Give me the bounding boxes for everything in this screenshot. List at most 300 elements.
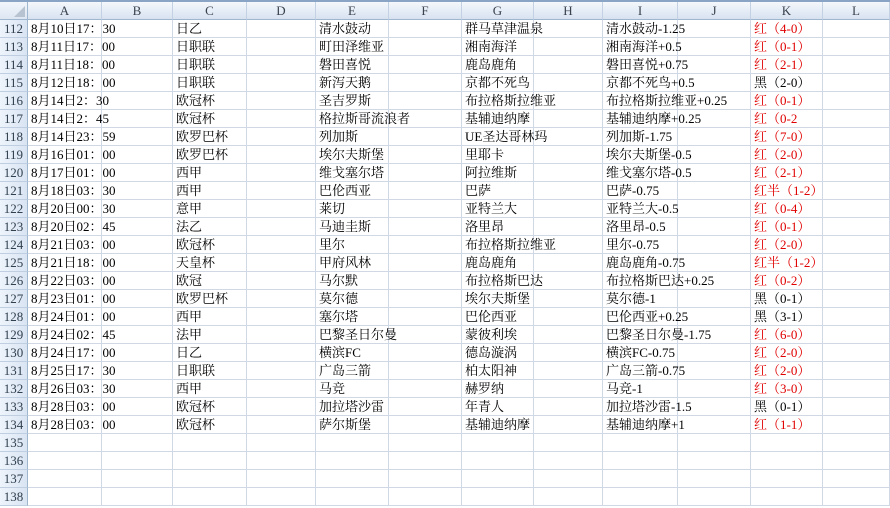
cell-E125[interactable] <box>316 254 389 272</box>
cell-C123[interactable] <box>173 218 247 236</box>
cell-E116[interactable] <box>316 92 389 110</box>
cell-I121[interactable] <box>603 182 678 200</box>
cell-E117[interactable] <box>316 110 411 128</box>
cell-C135[interactable] <box>173 434 247 452</box>
cell-F131[interactable] <box>389 362 462 380</box>
cell-L113[interactable] <box>823 38 890 56</box>
cell-A137[interactable] <box>28 470 102 488</box>
cell-F132[interactable] <box>389 380 462 398</box>
cell-H122[interactable] <box>534 200 603 218</box>
row-header-118[interactable]: 118 <box>0 128 28 146</box>
cell-A125[interactable] <box>28 254 116 272</box>
cell-J118[interactable] <box>678 128 751 146</box>
column-header-F[interactable]: F <box>389 2 462 20</box>
row-header-112[interactable]: 112 <box>0 20 28 38</box>
cell-L137[interactable] <box>823 470 890 488</box>
cell-G130[interactable] <box>462 344 534 362</box>
cell-L120[interactable] <box>823 164 890 182</box>
cell-A117[interactable] <box>28 110 110 128</box>
cell-F120[interactable] <box>389 164 462 182</box>
cell-A126[interactable] <box>28 272 116 290</box>
cell-C117[interactable] <box>173 110 247 128</box>
cell-K129[interactable] <box>751 326 823 344</box>
cell-L122[interactable] <box>823 200 890 218</box>
cell-E136[interactable] <box>316 452 389 470</box>
cell-L131[interactable] <box>823 362 890 380</box>
column-header-D[interactable]: D <box>247 2 316 20</box>
cell-B136[interactable] <box>102 452 173 470</box>
cell-K113[interactable] <box>751 38 823 56</box>
cell-A121[interactable] <box>28 182 116 200</box>
cell-D128[interactable] <box>247 308 316 326</box>
cell-D130[interactable] <box>247 344 316 362</box>
cell-A123[interactable] <box>28 218 116 236</box>
cell-A131[interactable] <box>28 362 116 380</box>
cell-H120[interactable] <box>534 164 603 182</box>
cell-L128[interactable] <box>823 308 890 326</box>
cell-C128[interactable] <box>173 308 247 326</box>
cell-F124[interactable] <box>389 236 462 254</box>
cell-C121[interactable] <box>173 182 247 200</box>
cell-K125[interactable] <box>751 254 823 272</box>
cell-A133[interactable] <box>28 398 116 416</box>
cell-I119[interactable] <box>603 146 692 164</box>
cell-F128[interactable] <box>389 308 462 326</box>
cell-C116[interactable] <box>173 92 247 110</box>
cell-G125[interactable] <box>462 254 534 272</box>
cell-G128[interactable] <box>462 308 534 326</box>
cell-E118[interactable] <box>316 128 389 146</box>
cell-F133[interactable] <box>389 398 462 416</box>
row-header-122[interactable]: 122 <box>0 200 28 218</box>
cell-G135[interactable] <box>462 434 534 452</box>
column-header-H[interactable]: H <box>534 2 603 20</box>
cell-L117[interactable] <box>823 110 890 128</box>
row-header-117[interactable]: 117 <box>0 110 28 128</box>
cell-H123[interactable] <box>534 218 603 236</box>
cell-L135[interactable] <box>823 434 890 452</box>
row-header-132[interactable]: 132 <box>0 380 28 398</box>
cell-E114[interactable] <box>316 56 389 74</box>
cell-I133[interactable] <box>603 398 692 416</box>
cell-D115[interactable] <box>247 74 316 92</box>
cell-F118[interactable] <box>389 128 462 146</box>
cell-A124[interactable] <box>28 236 116 254</box>
cell-E119[interactable] <box>316 146 389 164</box>
cell-F122[interactable] <box>389 200 462 218</box>
cell-D114[interactable] <box>247 56 316 74</box>
cell-H126[interactable] <box>534 272 603 290</box>
cell-L116[interactable] <box>823 92 890 110</box>
cell-G115[interactable] <box>462 74 534 92</box>
cell-K134[interactable] <box>751 416 823 434</box>
cell-K130[interactable] <box>751 344 823 362</box>
cell-H115[interactable] <box>534 74 603 92</box>
cell-I126[interactable] <box>603 272 715 290</box>
row-header-120[interactable]: 120 <box>0 164 28 182</box>
cell-G134[interactable] <box>462 416 534 434</box>
cell-K122[interactable] <box>751 200 823 218</box>
cell-K138[interactable] <box>751 488 823 506</box>
cell-J125[interactable] <box>678 254 751 272</box>
cell-H136[interactable] <box>534 452 603 470</box>
cell-J136[interactable] <box>678 452 751 470</box>
cell-L115[interactable] <box>823 74 890 92</box>
cell-D121[interactable] <box>247 182 316 200</box>
cell-D133[interactable] <box>247 398 316 416</box>
cell-K120[interactable] <box>751 164 823 182</box>
cell-L130[interactable] <box>823 344 890 362</box>
cell-J131[interactable] <box>678 362 751 380</box>
column-header-L[interactable]: L <box>823 2 890 20</box>
cell-A119[interactable] <box>28 146 116 164</box>
row-header-113[interactable]: 113 <box>0 38 28 56</box>
cell-D119[interactable] <box>247 146 316 164</box>
cell-E129[interactable] <box>316 326 398 344</box>
row-header-119[interactable]: 119 <box>0 146 28 164</box>
cell-D136[interactable] <box>247 452 316 470</box>
cell-F123[interactable] <box>389 218 462 236</box>
cell-B117[interactable] <box>102 110 173 128</box>
cell-C136[interactable] <box>173 452 247 470</box>
cell-E133[interactable] <box>316 398 389 416</box>
row-header-126[interactable]: 126 <box>0 272 28 290</box>
column-header-B[interactable]: B <box>102 2 173 20</box>
row-header-134[interactable]: 134 <box>0 416 28 434</box>
cell-G124[interactable] <box>462 236 557 254</box>
cell-C114[interactable] <box>173 56 247 74</box>
cell-C127[interactable] <box>173 290 247 308</box>
row-header-135[interactable]: 135 <box>0 434 28 452</box>
cell-L123[interactable] <box>823 218 890 236</box>
cell-I132[interactable] <box>603 380 678 398</box>
cell-J123[interactable] <box>678 218 751 236</box>
cell-L136[interactable] <box>823 452 890 470</box>
cell-K127[interactable] <box>751 290 823 308</box>
cell-J128[interactable] <box>678 308 751 326</box>
cell-E135[interactable] <box>316 434 389 452</box>
cell-I135[interactable] <box>603 434 678 452</box>
cell-G116[interactable] <box>462 92 557 110</box>
cell-K121[interactable] <box>751 182 823 200</box>
cell-I127[interactable] <box>603 290 678 308</box>
cell-K128[interactable] <box>751 308 823 326</box>
cell-E123[interactable] <box>316 218 389 236</box>
cell-K135[interactable] <box>751 434 823 452</box>
cell-F135[interactable] <box>389 434 462 452</box>
cell-G122[interactable] <box>462 200 534 218</box>
cell-C122[interactable] <box>173 200 247 218</box>
row-header-124[interactable]: 124 <box>0 236 28 254</box>
cell-I118[interactable] <box>603 128 678 146</box>
cell-F125[interactable] <box>389 254 462 272</box>
cell-I114[interactable] <box>603 56 689 74</box>
cell-A128[interactable] <box>28 308 116 326</box>
cell-C126[interactable] <box>173 272 247 290</box>
row-header-130[interactable]: 130 <box>0 344 28 362</box>
cell-D135[interactable] <box>247 434 316 452</box>
cell-A115[interactable] <box>28 74 116 92</box>
cell-I117[interactable] <box>603 110 702 128</box>
cell-I125[interactable] <box>603 254 686 272</box>
cell-I128[interactable] <box>603 308 689 326</box>
cell-E137[interactable] <box>316 470 389 488</box>
column-header-C[interactable]: C <box>173 2 247 20</box>
cell-K114[interactable] <box>751 56 823 74</box>
cell-L118[interactable] <box>823 128 890 146</box>
cell-B138[interactable] <box>102 488 173 506</box>
cell-I115[interactable] <box>603 74 695 92</box>
cell-F114[interactable] <box>389 56 462 74</box>
cell-A114[interactable] <box>28 56 116 74</box>
cell-A130[interactable] <box>28 344 116 362</box>
cell-G112[interactable] <box>462 20 544 38</box>
cell-D118[interactable] <box>247 128 316 146</box>
cell-D125[interactable] <box>247 254 316 272</box>
cell-D134[interactable] <box>247 416 316 434</box>
cell-G123[interactable] <box>462 218 534 236</box>
row-header-115[interactable]: 115 <box>0 74 28 92</box>
row-header-114[interactable]: 114 <box>0 56 28 74</box>
row-header-137[interactable]: 137 <box>0 470 28 488</box>
cell-G127[interactable] <box>462 290 534 308</box>
row-header-129[interactable]: 129 <box>0 326 28 344</box>
cell-K126[interactable] <box>751 272 823 290</box>
cell-G113[interactable] <box>462 38 534 56</box>
cell-L127[interactable] <box>823 290 890 308</box>
cell-J135[interactable] <box>678 434 751 452</box>
cell-E127[interactable] <box>316 290 389 308</box>
cell-C129[interactable] <box>173 326 247 344</box>
cell-C134[interactable] <box>173 416 247 434</box>
cell-C130[interactable] <box>173 344 247 362</box>
cell-J121[interactable] <box>678 182 751 200</box>
cell-C113[interactable] <box>173 38 247 56</box>
cell-E132[interactable] <box>316 380 389 398</box>
cell-E134[interactable] <box>316 416 389 434</box>
cell-D137[interactable] <box>247 470 316 488</box>
cell-C125[interactable] <box>173 254 247 272</box>
cell-K119[interactable] <box>751 146 823 164</box>
cell-F119[interactable] <box>389 146 462 164</box>
row-header-125[interactable]: 125 <box>0 254 28 272</box>
cell-J112[interactable] <box>678 20 751 38</box>
cell-A136[interactable] <box>28 452 102 470</box>
cell-D129[interactable] <box>247 326 316 344</box>
cell-F116[interactable] <box>389 92 462 110</box>
cell-L121[interactable] <box>823 182 890 200</box>
cell-D122[interactable] <box>247 200 316 218</box>
cell-F115[interactable] <box>389 74 462 92</box>
cell-G131[interactable] <box>462 362 534 380</box>
cell-D113[interactable] <box>247 38 316 56</box>
cell-H138[interactable] <box>534 488 603 506</box>
row-header-127[interactable]: 127 <box>0 290 28 308</box>
cell-G119[interactable] <box>462 146 534 164</box>
cell-E113[interactable] <box>316 38 389 56</box>
cell-G118[interactable] <box>462 128 548 146</box>
cell-L112[interactable] <box>823 20 890 38</box>
cell-L138[interactable] <box>823 488 890 506</box>
cell-A134[interactable] <box>28 416 116 434</box>
cell-G137[interactable] <box>462 470 534 488</box>
row-header-123[interactable]: 123 <box>0 218 28 236</box>
cell-E124[interactable] <box>316 236 389 254</box>
cell-F126[interactable] <box>389 272 462 290</box>
cell-E121[interactable] <box>316 182 389 200</box>
cell-H135[interactable] <box>534 434 603 452</box>
cell-H114[interactable] <box>534 56 603 74</box>
cell-F138[interactable] <box>389 488 462 506</box>
cell-E128[interactable] <box>316 308 389 326</box>
cell-I129[interactable] <box>603 326 712 344</box>
cell-H117[interactable] <box>534 110 603 128</box>
column-header-G[interactable]: G <box>462 2 534 20</box>
cell-C118[interactable] <box>173 128 247 146</box>
cell-D124[interactable] <box>247 236 316 254</box>
cell-I124[interactable] <box>603 236 678 254</box>
cell-K123[interactable] <box>751 218 823 236</box>
cell-D120[interactable] <box>247 164 316 182</box>
cell-G129[interactable] <box>462 326 534 344</box>
cell-D123[interactable] <box>247 218 316 236</box>
cell-H137[interactable] <box>534 470 603 488</box>
cell-A116[interactable] <box>28 92 110 110</box>
cell-H121[interactable] <box>534 182 603 200</box>
cell-K117[interactable] <box>751 110 823 128</box>
cell-L126[interactable] <box>823 272 890 290</box>
cell-G120[interactable] <box>462 164 534 182</box>
cell-I123[interactable] <box>603 218 678 236</box>
cell-J127[interactable] <box>678 290 751 308</box>
cell-I112[interactable] <box>603 20 686 38</box>
cell-J130[interactable] <box>678 344 751 362</box>
cell-D131[interactable] <box>247 362 316 380</box>
cell-D126[interactable] <box>247 272 316 290</box>
cell-C133[interactable] <box>173 398 247 416</box>
cell-L119[interactable] <box>823 146 890 164</box>
cell-J124[interactable] <box>678 236 751 254</box>
cell-C112[interactable] <box>173 20 247 38</box>
cell-K115[interactable] <box>751 74 823 92</box>
cell-J132[interactable] <box>678 380 751 398</box>
cell-J137[interactable] <box>678 470 751 488</box>
cell-G138[interactable] <box>462 488 534 506</box>
cell-D132[interactable] <box>247 380 316 398</box>
cell-K136[interactable] <box>751 452 823 470</box>
cell-I113[interactable] <box>603 38 682 56</box>
cell-J134[interactable] <box>678 416 751 434</box>
column-header-I[interactable]: I <box>603 2 678 20</box>
cell-C138[interactable] <box>173 488 247 506</box>
column-header-E[interactable]: E <box>316 2 389 20</box>
row-header-136[interactable]: 136 <box>0 452 28 470</box>
cell-K124[interactable] <box>751 236 823 254</box>
cell-E115[interactable] <box>316 74 389 92</box>
row-header-133[interactable]: 133 <box>0 398 28 416</box>
cell-G136[interactable] <box>462 452 534 470</box>
cell-K118[interactable] <box>751 128 823 146</box>
cell-H128[interactable] <box>534 308 603 326</box>
cell-J138[interactable] <box>678 488 751 506</box>
cell-E131[interactable] <box>316 362 389 380</box>
cell-I136[interactable] <box>603 452 678 470</box>
cell-I120[interactable] <box>603 164 692 182</box>
cell-H132[interactable] <box>534 380 603 398</box>
cell-H129[interactable] <box>534 326 603 344</box>
cell-I134[interactable] <box>603 416 685 434</box>
cell-H119[interactable] <box>534 146 603 164</box>
cell-H127[interactable] <box>534 290 603 308</box>
cell-F121[interactable] <box>389 182 462 200</box>
cell-J113[interactable] <box>678 38 751 56</box>
cell-H112[interactable] <box>534 20 603 38</box>
cell-G117[interactable] <box>462 110 534 128</box>
cell-H133[interactable] <box>534 398 603 416</box>
cell-E126[interactable] <box>316 272 389 290</box>
row-header-138[interactable]: 138 <box>0 488 28 506</box>
cell-C132[interactable] <box>173 380 247 398</box>
cell-A135[interactable] <box>28 434 102 452</box>
cell-H125[interactable] <box>534 254 603 272</box>
cell-E122[interactable] <box>316 200 389 218</box>
cell-C124[interactable] <box>173 236 247 254</box>
cell-L114[interactable] <box>823 56 890 74</box>
cell-E130[interactable] <box>316 344 389 362</box>
cell-F127[interactable] <box>389 290 462 308</box>
cell-G121[interactable] <box>462 182 534 200</box>
cell-J114[interactable] <box>678 56 751 74</box>
cell-F130[interactable] <box>389 344 462 362</box>
cell-K112[interactable] <box>751 20 823 38</box>
cell-I122[interactable] <box>603 200 678 218</box>
cell-I138[interactable] <box>603 488 678 506</box>
cell-A127[interactable] <box>28 290 116 308</box>
cell-C120[interactable] <box>173 164 247 182</box>
cell-A122[interactable] <box>28 200 116 218</box>
cell-L132[interactable] <box>823 380 890 398</box>
cell-F136[interactable] <box>389 452 462 470</box>
cell-A118[interactable] <box>28 128 116 146</box>
cell-H131[interactable] <box>534 362 603 380</box>
cell-A138[interactable] <box>28 488 102 506</box>
cell-B135[interactable] <box>102 434 173 452</box>
cell-F137[interactable] <box>389 470 462 488</box>
cell-A129[interactable] <box>28 326 116 344</box>
cell-A120[interactable] <box>28 164 116 182</box>
cell-E138[interactable] <box>316 488 389 506</box>
cell-F112[interactable] <box>389 20 462 38</box>
cell-C115[interactable] <box>173 74 247 92</box>
cell-A113[interactable] <box>28 38 116 56</box>
cell-H113[interactable] <box>534 38 603 56</box>
cell-I116[interactable] <box>603 92 728 110</box>
cell-F129[interactable] <box>389 326 462 344</box>
column-header-A[interactable]: A <box>28 2 102 20</box>
cell-I137[interactable] <box>603 470 678 488</box>
cell-L124[interactable] <box>823 236 890 254</box>
cell-G133[interactable] <box>462 398 534 416</box>
cell-H134[interactable] <box>534 416 603 434</box>
cell-K131[interactable] <box>751 362 823 380</box>
cell-C131[interactable] <box>173 362 247 380</box>
cell-I130[interactable] <box>603 344 678 362</box>
column-header-K[interactable]: K <box>751 2 823 20</box>
cell-D127[interactable] <box>247 290 316 308</box>
cell-L133[interactable] <box>823 398 890 416</box>
cell-A132[interactable] <box>28 380 116 398</box>
cell-G132[interactable] <box>462 380 534 398</box>
